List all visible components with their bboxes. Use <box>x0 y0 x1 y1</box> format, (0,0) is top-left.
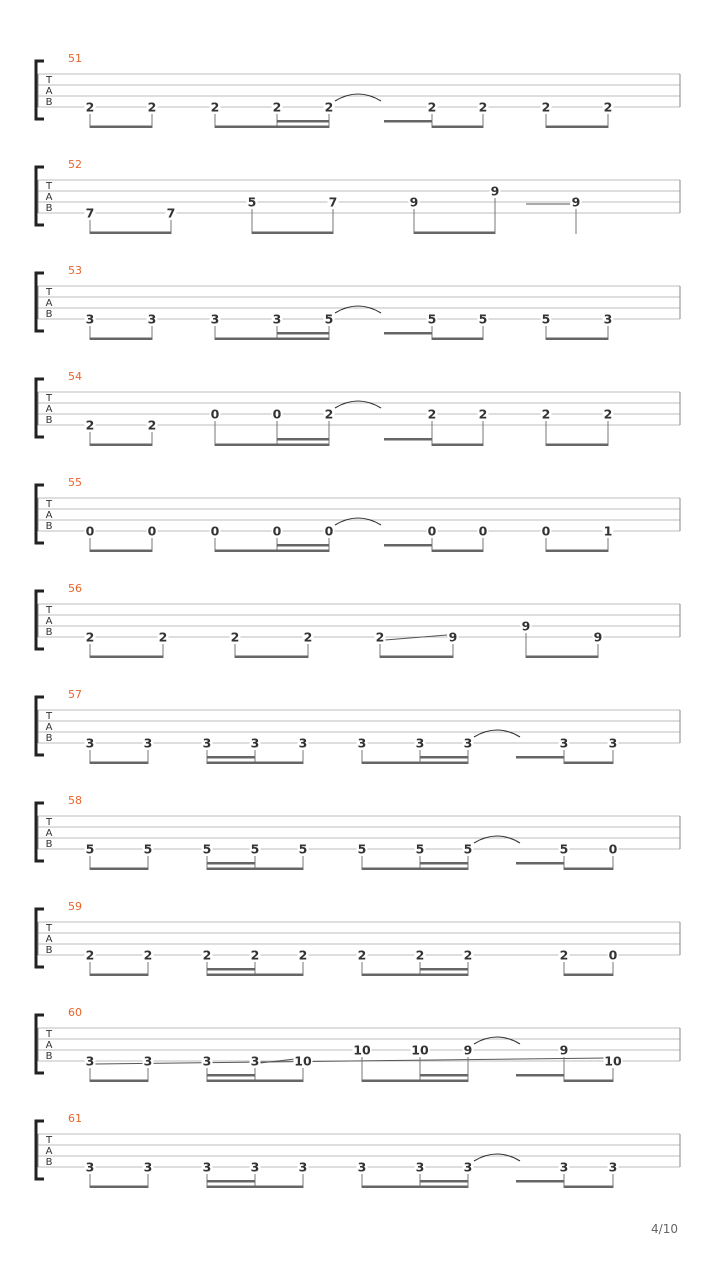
fret-number: 2 <box>415 947 425 963</box>
fret-number: 2 <box>85 629 95 645</box>
fret-number: 3 <box>202 735 212 751</box>
fret-number: 2 <box>541 99 551 115</box>
tab-clef-letter: A <box>45 86 53 97</box>
fret-number: 5 <box>415 841 425 857</box>
fret-number: 5 <box>541 311 551 327</box>
tab-clef-letter: T <box>45 711 53 722</box>
fret-number: 5 <box>324 311 334 327</box>
tab-clef-letter: A <box>45 1040 53 1051</box>
fret-number: 9 <box>559 1042 569 1058</box>
fret-number: 9 <box>448 629 458 645</box>
tie-arc <box>474 836 520 843</box>
beam <box>90 974 148 977</box>
tab-clef-letter: B <box>45 97 53 108</box>
fret-number: 10 <box>604 1053 622 1069</box>
fret-number: 3 <box>250 1159 260 1175</box>
measure-number: 60 <box>68 1006 82 1019</box>
beam <box>207 968 255 971</box>
beam <box>516 862 564 865</box>
beam <box>420 756 468 759</box>
beam <box>564 1186 613 1189</box>
beam <box>90 1186 148 1189</box>
measure-number: 54 <box>68 370 82 383</box>
fret-number: 2 <box>427 99 437 115</box>
beam <box>90 762 148 765</box>
fret-number: 2 <box>85 99 95 115</box>
measure-number: 56 <box>68 582 82 595</box>
beam <box>362 974 468 977</box>
fret-number: 5 <box>357 841 367 857</box>
tab-clef-letter: A <box>45 616 53 627</box>
fret-number: 3 <box>210 311 220 327</box>
tab-clef-letter: T <box>45 181 53 192</box>
fret-number: 3 <box>559 1159 569 1175</box>
tab-clef-letter: B <box>45 521 53 532</box>
beam <box>420 1074 468 1077</box>
beam <box>546 444 608 447</box>
beam <box>90 126 152 129</box>
fret-number: 5 <box>463 841 473 857</box>
fret-number: 2 <box>478 99 488 115</box>
fret-number: 2 <box>427 406 437 422</box>
fret-number: 5 <box>202 841 212 857</box>
fret-number: 3 <box>357 1159 367 1175</box>
beam <box>384 120 432 123</box>
beam <box>362 1080 468 1083</box>
system-bracket <box>36 1121 44 1179</box>
system-bracket <box>36 167 44 225</box>
fret-number: 3 <box>608 735 618 751</box>
measure-number: 51 <box>68 52 82 65</box>
fret-number: 3 <box>272 311 282 327</box>
tie-arc <box>474 730 520 737</box>
beam <box>362 868 468 871</box>
tab-clef-letter: B <box>45 627 53 638</box>
tab-clef-letter: B <box>45 415 53 426</box>
beam <box>526 656 598 659</box>
fret-number: 3 <box>147 311 157 327</box>
beam <box>215 550 329 553</box>
tab-clef-letter: B <box>45 945 53 956</box>
tab-clef-letter: A <box>45 934 53 945</box>
tab-clef-letter: B <box>45 839 53 850</box>
beam <box>277 120 329 123</box>
beam <box>277 438 329 441</box>
beam <box>384 544 432 547</box>
tab-clef-letter: A <box>45 1146 53 1157</box>
fret-number: 5 <box>143 841 153 857</box>
beam <box>432 550 483 553</box>
beam <box>90 338 152 341</box>
beam <box>215 444 329 447</box>
tie-arc <box>474 1037 520 1044</box>
system-bracket <box>36 909 44 967</box>
page-number: 4/10 <box>651 1222 678 1236</box>
fret-number: 0 <box>210 406 220 422</box>
beam <box>546 126 608 129</box>
fret-number: 0 <box>147 523 157 539</box>
beam <box>516 756 564 759</box>
fret-number: 10 <box>353 1042 371 1058</box>
fret-number: 3 <box>250 735 260 751</box>
fret-number: 0 <box>324 523 334 539</box>
measure-number: 59 <box>68 900 82 913</box>
measure-number: 55 <box>68 476 82 489</box>
beam <box>362 1186 468 1189</box>
tab-clef-letter: A <box>45 404 53 415</box>
tie-arc <box>335 401 381 408</box>
beam <box>546 550 608 553</box>
fret-number: 9 <box>463 1042 473 1058</box>
fret-number: 3 <box>415 1159 425 1175</box>
measure-number: 53 <box>68 264 82 277</box>
fret-number: 9 <box>571 194 581 210</box>
fret-number: 2 <box>603 99 613 115</box>
beam <box>215 126 329 129</box>
system-bracket <box>36 591 44 649</box>
system-bracket <box>36 1015 44 1073</box>
fret-number: 2 <box>298 947 308 963</box>
beam <box>546 338 608 341</box>
fret-number: 2 <box>85 417 95 433</box>
fret-number: 3 <box>85 311 95 327</box>
beam <box>215 338 329 341</box>
beam <box>207 756 255 759</box>
beam <box>432 126 483 129</box>
beam <box>384 332 432 335</box>
fret-number: 3 <box>298 1159 308 1175</box>
fret-number: 3 <box>415 735 425 751</box>
fret-number: 3 <box>85 1053 95 1069</box>
fret-number: 3 <box>143 1053 153 1069</box>
fret-number: 2 <box>603 406 613 422</box>
beam <box>420 862 468 865</box>
fret-number: 2 <box>147 99 157 115</box>
fret-number: 2 <box>230 629 240 645</box>
fret-number: 3 <box>143 735 153 751</box>
fret-number: 0 <box>272 406 282 422</box>
system-bracket <box>36 273 44 331</box>
fret-number: 2 <box>559 947 569 963</box>
fret-number: 3 <box>250 1053 260 1069</box>
tab-clef-letter: T <box>45 393 53 404</box>
tab-clef-letter: B <box>45 1157 53 1168</box>
measure-number: 57 <box>68 688 82 701</box>
fret-number: 7 <box>328 194 338 210</box>
fret-number: 5 <box>478 311 488 327</box>
fret-number: 3 <box>463 735 473 751</box>
beam <box>90 1080 148 1083</box>
beam <box>207 1074 255 1077</box>
fret-number: 0 <box>608 947 618 963</box>
beam <box>380 656 453 659</box>
beam <box>252 232 333 235</box>
fret-number: 2 <box>85 947 95 963</box>
fret-number: 0 <box>210 523 220 539</box>
tie-arc <box>335 518 381 525</box>
fret-number: 10 <box>411 1042 429 1058</box>
beam <box>564 762 613 765</box>
fret-number: 3 <box>143 1159 153 1175</box>
fret-number: 2 <box>478 406 488 422</box>
beam <box>420 1180 468 1183</box>
beam <box>516 1074 564 1077</box>
beam <box>235 656 308 659</box>
tie-arc <box>474 1154 520 1161</box>
fret-number: 0 <box>272 523 282 539</box>
tie-arc <box>335 306 381 313</box>
beam <box>420 968 468 971</box>
beam <box>432 338 483 341</box>
tab-clef-letter: T <box>45 287 53 298</box>
fret-number: 2 <box>375 629 385 645</box>
beam <box>207 1186 303 1189</box>
fret-number: 2 <box>250 947 260 963</box>
fret-number: 2 <box>357 947 367 963</box>
fret-number: 3 <box>202 1159 212 1175</box>
fret-number: 2 <box>210 99 220 115</box>
beam <box>207 1080 303 1083</box>
beam <box>90 444 152 447</box>
beam <box>207 1180 255 1183</box>
system-bracket <box>36 485 44 543</box>
fret-number: 5 <box>250 841 260 857</box>
fret-number: 0 <box>608 841 618 857</box>
fret-number: 2 <box>202 947 212 963</box>
beam <box>516 1180 564 1183</box>
fret-number: 5 <box>559 841 569 857</box>
fret-number: 2 <box>143 947 153 963</box>
tab-clef-letter: T <box>45 605 53 616</box>
fret-number: 3 <box>608 1159 618 1175</box>
fret-number: 2 <box>158 629 168 645</box>
fret-number: 3 <box>559 735 569 751</box>
fret-number: 2 <box>324 99 334 115</box>
fret-number: 3 <box>202 1053 212 1069</box>
measure-number: 58 <box>68 794 82 807</box>
beam <box>207 868 303 871</box>
fret-number: 1 <box>603 523 613 539</box>
beam <box>414 232 495 235</box>
system-bracket <box>36 697 44 755</box>
fret-number: 3 <box>463 1159 473 1175</box>
fret-number: 5 <box>85 841 95 857</box>
tab-clef-letter: T <box>45 499 53 510</box>
measure-number: 52 <box>68 158 82 171</box>
beam <box>90 232 171 235</box>
fret-number: 9 <box>409 194 419 210</box>
tab-clef-letter: B <box>45 203 53 214</box>
fret-number: 3 <box>357 735 367 751</box>
beam <box>207 974 303 977</box>
fret-number: 0 <box>427 523 437 539</box>
fret-number: 2 <box>147 417 157 433</box>
fret-number: 9 <box>521 618 531 634</box>
tab-clef-letter: T <box>45 923 53 934</box>
tab-clef-letter: B <box>45 309 53 320</box>
tab-clef-letter: T <box>45 75 53 86</box>
fret-number: 7 <box>166 205 176 221</box>
beam <box>564 1080 613 1083</box>
system-bracket <box>36 803 44 861</box>
fret-number: 5 <box>427 311 437 327</box>
measure-number: 61 <box>68 1112 82 1125</box>
tab-clef-letter: A <box>45 298 53 309</box>
system-bracket <box>36 61 44 119</box>
fret-number: 0 <box>478 523 488 539</box>
fret-number: 5 <box>247 194 257 210</box>
fret-number: 0 <box>85 523 95 539</box>
fret-number: 5 <box>298 841 308 857</box>
beam <box>207 862 255 865</box>
beam <box>277 332 329 335</box>
beam <box>384 438 432 441</box>
fret-number: 3 <box>603 311 613 327</box>
tab-clef-letter: B <box>45 1051 53 1062</box>
fret-number: 9 <box>490 183 500 199</box>
fret-number: 0 <box>541 523 551 539</box>
fret-number: 9 <box>593 629 603 645</box>
tab-clef-letter: B <box>45 733 53 744</box>
beam <box>564 974 613 977</box>
tab-clef-letter: A <box>45 510 53 521</box>
beam <box>432 444 483 447</box>
tab-clef-letter: T <box>45 817 53 828</box>
beam <box>362 762 468 765</box>
fret-number: 2 <box>303 629 313 645</box>
fret-number: 3 <box>85 1159 95 1175</box>
tab-clef-letter: A <box>45 722 53 733</box>
beam <box>90 550 152 553</box>
system-bracket <box>36 379 44 437</box>
fret-number: 3 <box>298 735 308 751</box>
beam <box>90 656 163 659</box>
tie-arc <box>335 94 381 101</box>
beam <box>277 544 329 547</box>
fret-number: 10 <box>294 1053 312 1069</box>
fret-number: 2 <box>324 406 334 422</box>
beam <box>90 868 148 871</box>
beam <box>207 762 303 765</box>
beam <box>564 868 613 871</box>
tab-clef-letter: A <box>45 192 53 203</box>
tab-clef-letter: T <box>45 1135 53 1146</box>
fret-number: 2 <box>463 947 473 963</box>
tab-clef-letter: A <box>45 828 53 839</box>
fret-number: 3 <box>85 735 95 751</box>
fret-number: 2 <box>272 99 282 115</box>
fret-number: 7 <box>85 205 95 221</box>
fret-number: 2 <box>541 406 551 422</box>
tab-clef-letter: T <box>45 1029 53 1040</box>
